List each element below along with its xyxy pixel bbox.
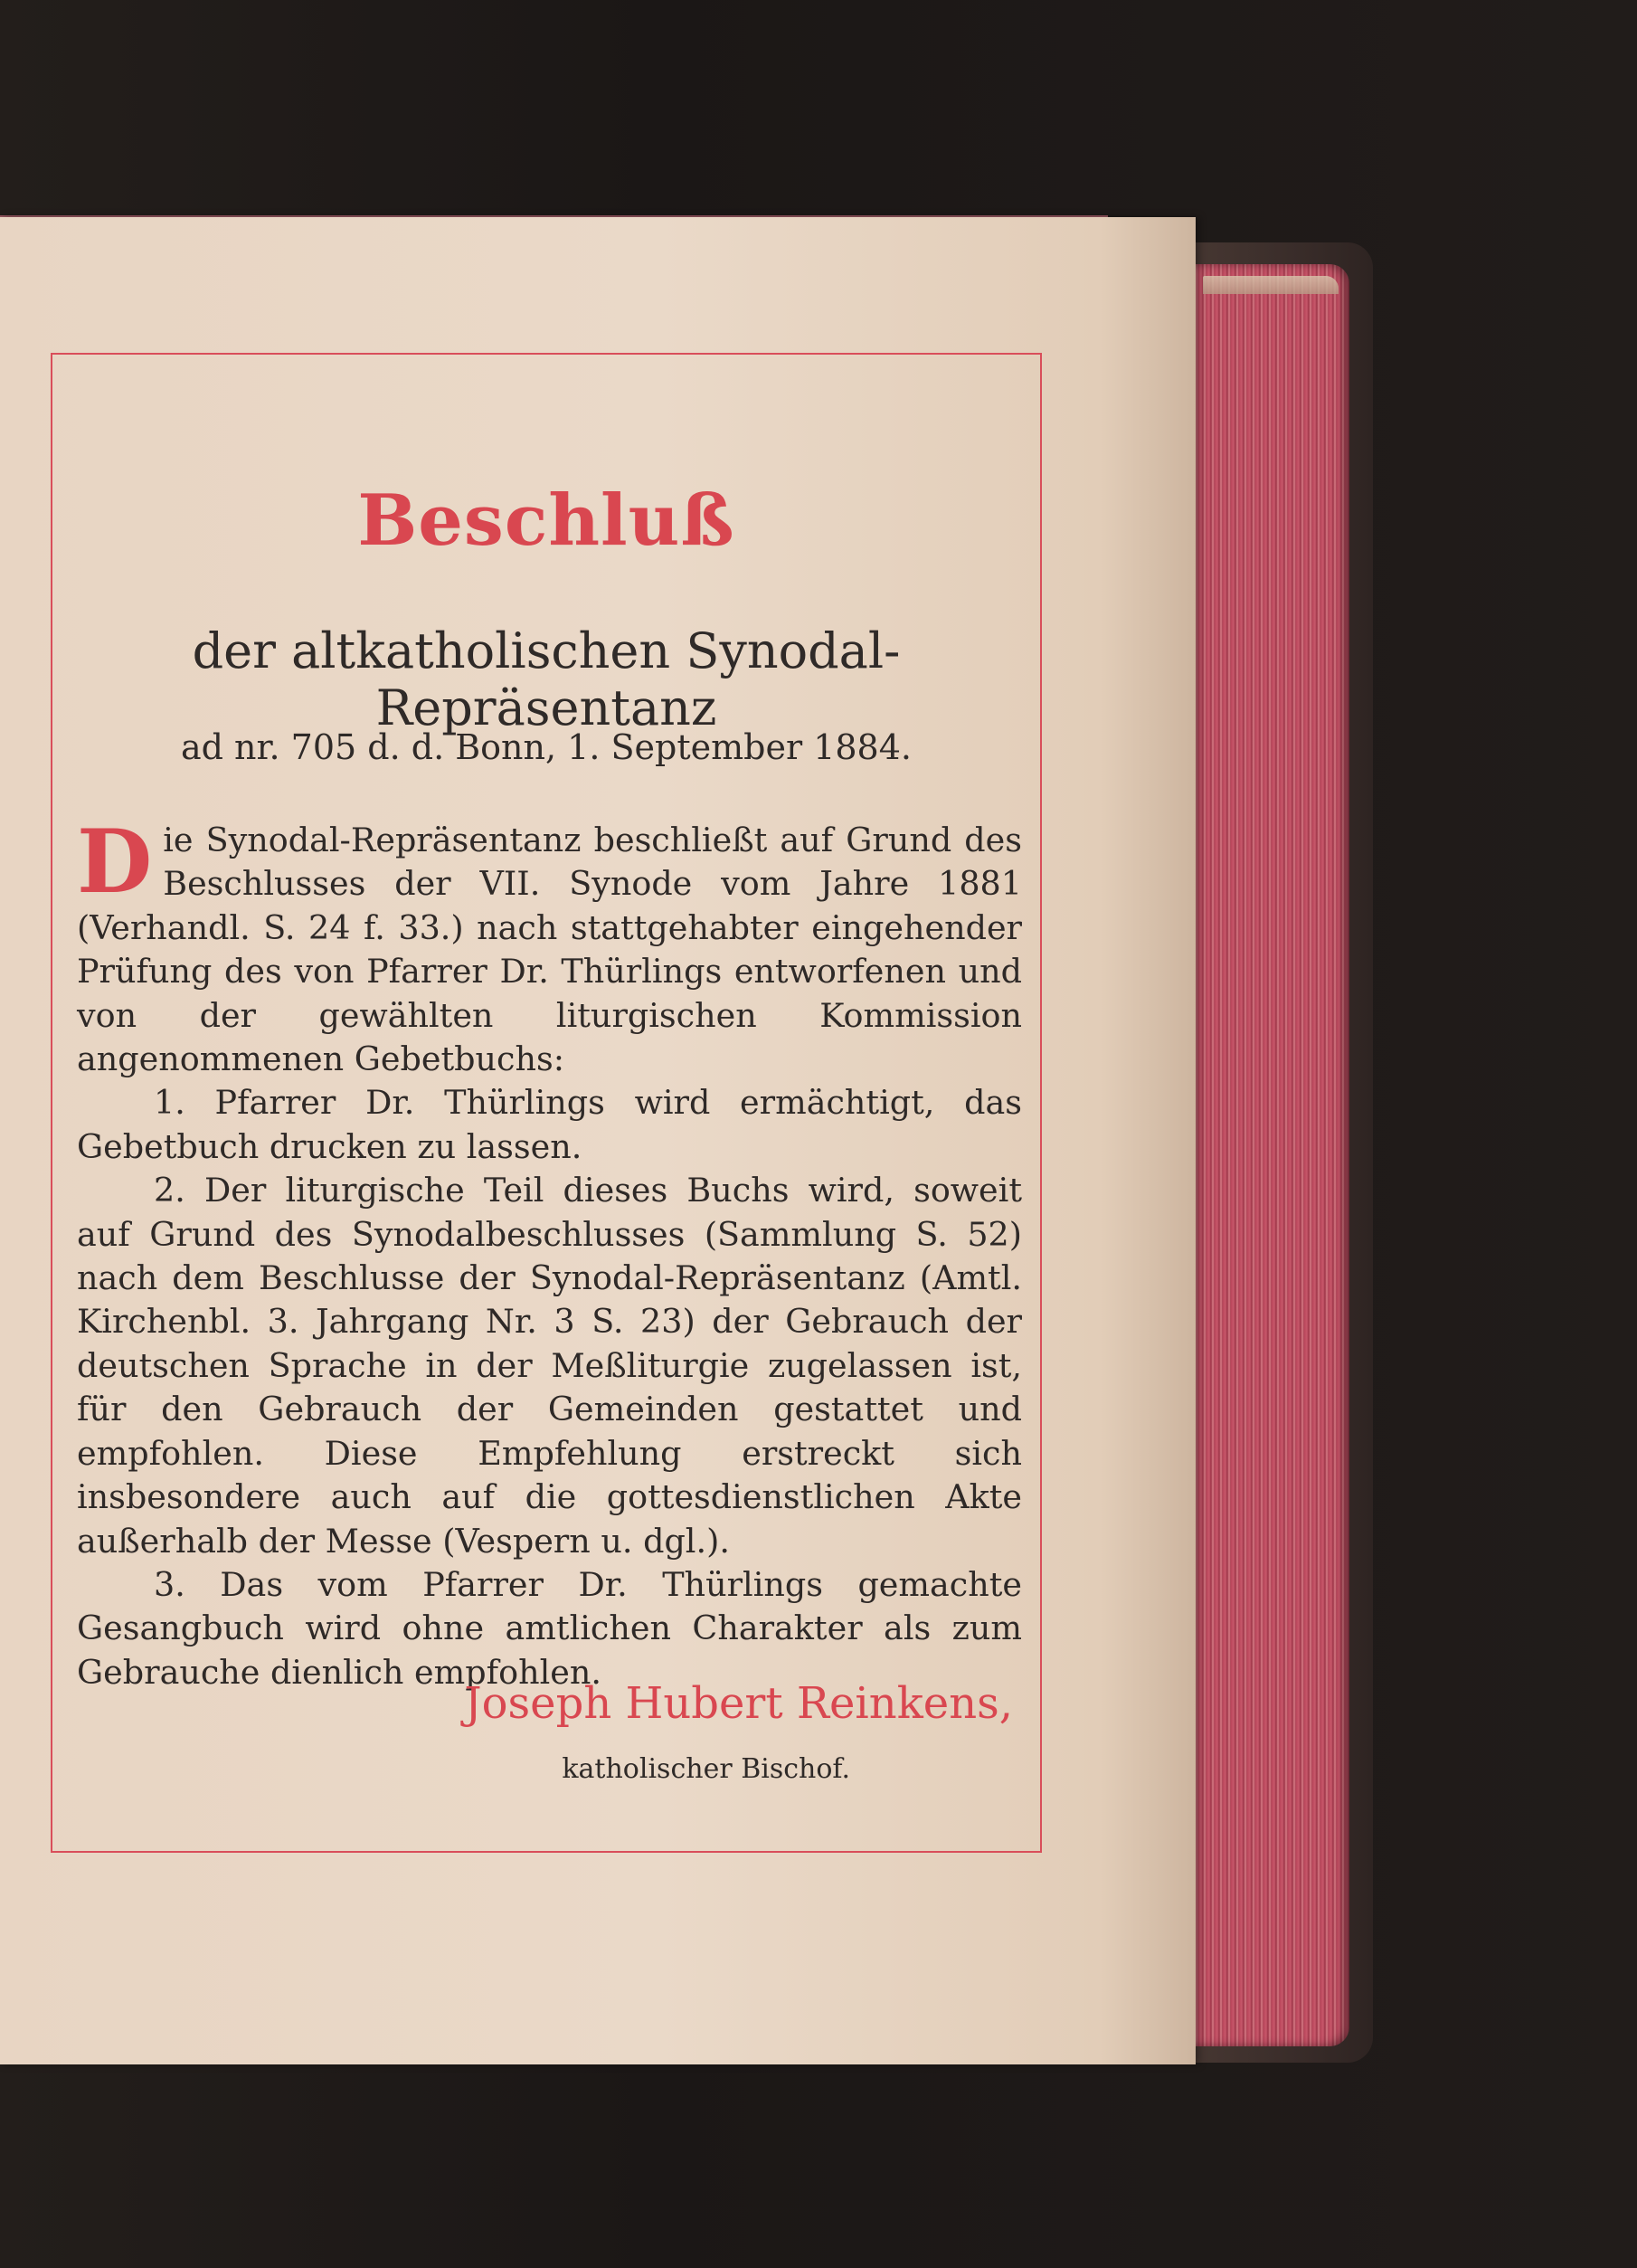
page-subtitle: der altkatholischen Synodal-Repräsentanz <box>192 622 901 736</box>
signature-title: katholischer Bischof. <box>562 1753 850 1785</box>
page-stack-top <box>1203 276 1339 294</box>
paragraph-item-2: 2. Der liturgische Teil dieses Buchs wird, soweit auf Grund des Synodalbeschlusses (Sammlung S. 52) nach dem Beschlusse der Synodal-Repräsentanz (Amtl. Kirchenbl. 3. Jahrgang Nr. 3 S. 23) der Gebrauch der deutschen Sprache in der Meßliturgie zugelassen ist, für den Gebrauch der Gemeinden gestattet und empfohlen. Diese Empfehlung erstreckt sich insbesondere auch auf die gottesdienstlichen Akte außerhalb der Messe (Vespern u. dgl.). <box>77 1171 1022 1561</box>
decree-body <box>77 811 1022 1694</box>
signature: Joseph Hubert Reinkens, <box>464 1678 1013 1729</box>
dateline: ad nr. 705 d. d. Bonn, 1. September 1884. <box>181 727 912 767</box>
drop-cap-initial: D <box>77 811 153 913</box>
paragraph-intro-text: ie Synodal-Repräsentanz beschließt auf Grund des Beschlusses der VII. Synode vom Jahre 1881 (Verhandl. S. 24 f. 33.) nach stattgehabter eingehender Prüfung des von Pfarrer Dr. Thürlings entworfenen und von der gewählten liturgischen Kommission angenommenen Gebetbuchs: <box>77 821 1022 1079</box>
paragraph-item-1: 1. Pfarrer Dr. Thürlings wird ermächtigt, das Gebetbuch drucken zu lassen. <box>77 1083 1022 1166</box>
page-title: Beschluß <box>357 479 735 562</box>
paragraph-item-3: 3. Das vom Pfarrer Dr. Thürlings gemachte Gesangbuch wird ohne amtlichen Charakter als zum Gebrauche dienlich empfohlen. <box>77 1564 1022 1692</box>
paragraph-intro <box>77 811 1022 1081</box>
page-fore-edge <box>1190 264 1349 2046</box>
